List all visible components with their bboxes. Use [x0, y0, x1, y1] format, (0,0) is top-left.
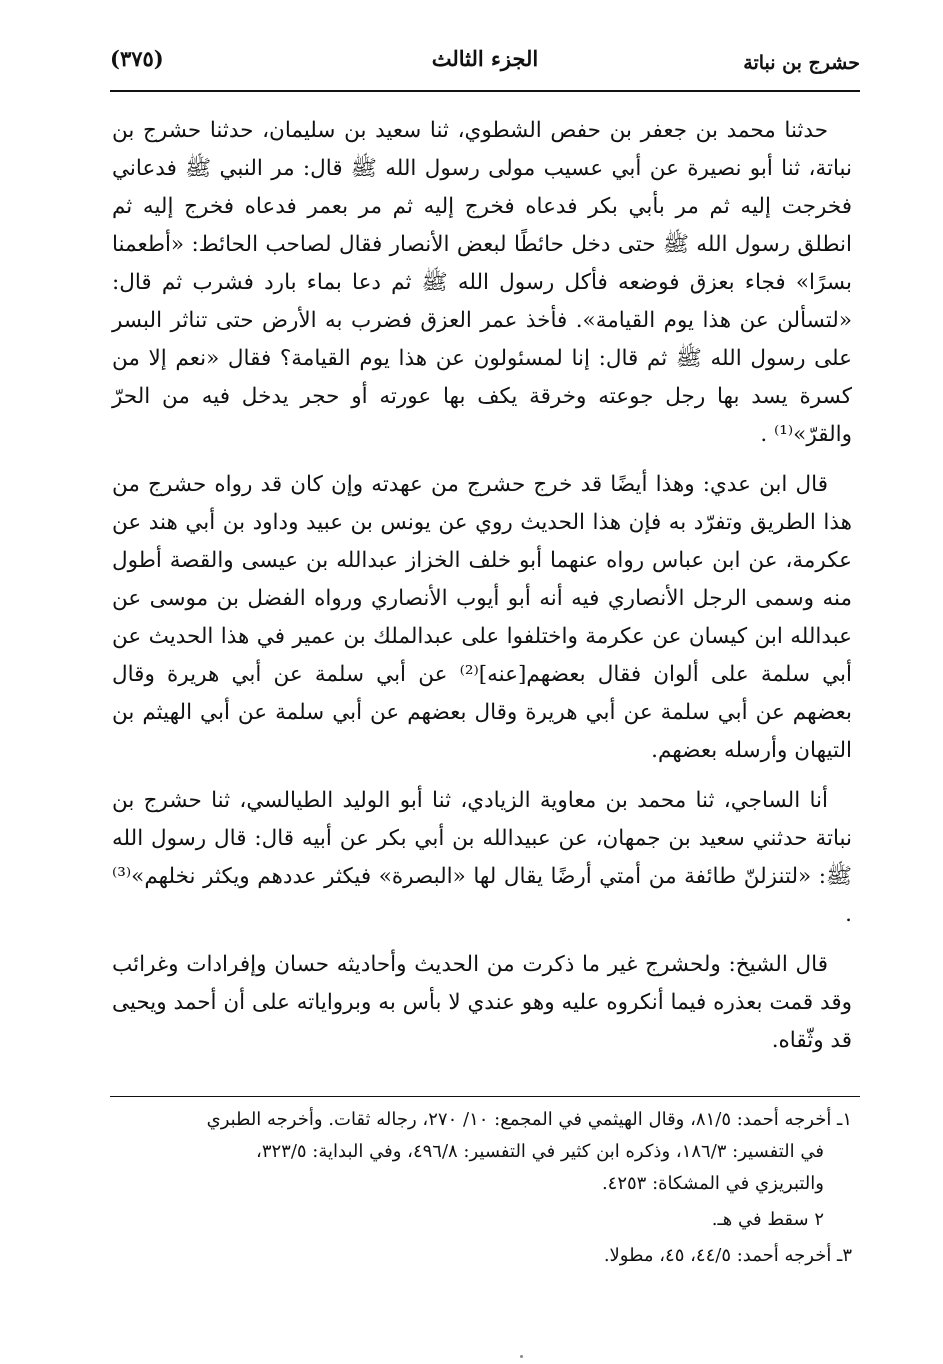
scan-speck: [520, 1355, 523, 1358]
paragraph-sheikh: قال الشيخ: ولحشرج غير ما ذكرت من الحديث وأحاديثه حسان وإفرادات وغرائب وقد قمت بعذره فيما أنكروه عليه وهو عندي لا بأس به وبرواياته على أن أحمد ويحيى قد وثّقاه.: [112, 952, 852, 1053]
page-header: [110, 38, 860, 82]
footnote-1: [112, 1104, 852, 1200]
page-number: (٣٧٥): [110, 46, 164, 71]
footnote-divider: [110, 1096, 860, 1097]
footnote-1-line-2: في التفسير: ١٨٦/٣، وذكره ابن كثير في التفسير: ٤٩٦/٨، وفي البداية: ٣٢٣/٥،: [256, 1141, 824, 1162]
footnote-3: ٣ـ أخرجه أحمد: ٤٤/٥، ٤٥، مطولا.: [603, 1245, 852, 1266]
header-divider: [110, 90, 860, 92]
paragraph-hadith-2: أنا الساجي، ثنا محمد بن معاوية الزيادي، ثنا أبو الوليد الطيالسي، ثنا حشرج بن نباتة حدثني سعيد بن جمهان، عن عبيدالله بن أبي بكر عن أبيه قال: قال رسول الله ﷺ: «لتنزلنّ طائفة من أمتي أرضًا يقال لها «البصرة» فيكثر عددهم ويكثر نخلهم»⁽³⁾ .: [112, 788, 852, 927]
paragraph-hadith-1: حدثنا محمد بن جعفر بن حفص الشطوي، ثنا سعيد بن سليمان، حدثنا حشرج بن نباتة، ثنا أبو نصيرة عن أبي عسيب مولى رسول الله ﷺ قال: مر النبي ﷺ فدعاني فخرجت إليه ثم مر بأبي بكر فدعاه فخرج إليه ثم مر بعمر فدعاه فخرج إليه ثم انطلق رسول الله ﷺ حتى دخل حائطًا لبعض الأنصار فقال لصاحب الحائط: «أطعمنا بسرًا» فجاء بعزق فوضعه فأكل رسول الله ﷺ ثم دعا بماء بارد فشرب ثم قال: «لتسألن عن هذا يوم القيامة». فأخذ عمر العزق فضرب به الأرض حتى تناثر البسر على رسول الله ﷺ ثم قال: إنا لمسئولون عن هذا يوم القيامة؟ فقال «نعم إلا من كسرة يسد بها رجل جوعته وخرقة يكف بها عورته أو حجر يدخل فيه من الحرّ والقرّ»⁽¹⁾ .: [112, 118, 852, 447]
part-title: الجزء الثالث: [431, 46, 539, 71]
footnote-1-line-1: ١ـ أخرجه أحمد: ٨١/٥، وقال الهيثمي في المجمع: ١٠/ ٢٧٠، رجاله ثقات. وأخرجه الطبري: [206, 1109, 852, 1130]
footnote-1-line-3: والتبريزي في المشكاة: ٤٢٥٣.: [601, 1173, 824, 1194]
book-title: حشرج بن نباتة: [743, 52, 860, 74]
paragraph-ibn-adi: قال ابن عدي: وهذا أيضًا قد خرج حشرج من عهدته وإن كان قد رواه حشرج من هذا الطريق وتفرّد به فإن هذا الحديث روي عن يونس بن عبيد وداود بن أبي هند عن عكرمة، عن ابن عباس رواه عنهما أبو خلف الخزاز عبدالله بن عيسى والقصة أطول منه وسمى الرجل الأنصاري فيه أنه أبو أيوب الأنصاري ورواه الفضل بن موسى عن عبدالله ابن كيسان عن عكرمة واختلفوا على عبدالملك بن عمير في هذا الحديث عن أبي سلمة على ألوان فقال بعضهم[عنه]⁽²⁾ عن أبي سلمة عن أبي هريرة وقال بعضهم عن أبي سلمة عن أبي هريرة وقال بعضهم عن أبي سلمة عن أبي الهيثم بن التيهان وأرسله بعضهم.: [112, 472, 853, 763]
footnotes: [112, 1104, 852, 1276]
footnote-2: ٢ سقط في هـ.: [711, 1209, 824, 1230]
main-text: [112, 106, 852, 1072]
